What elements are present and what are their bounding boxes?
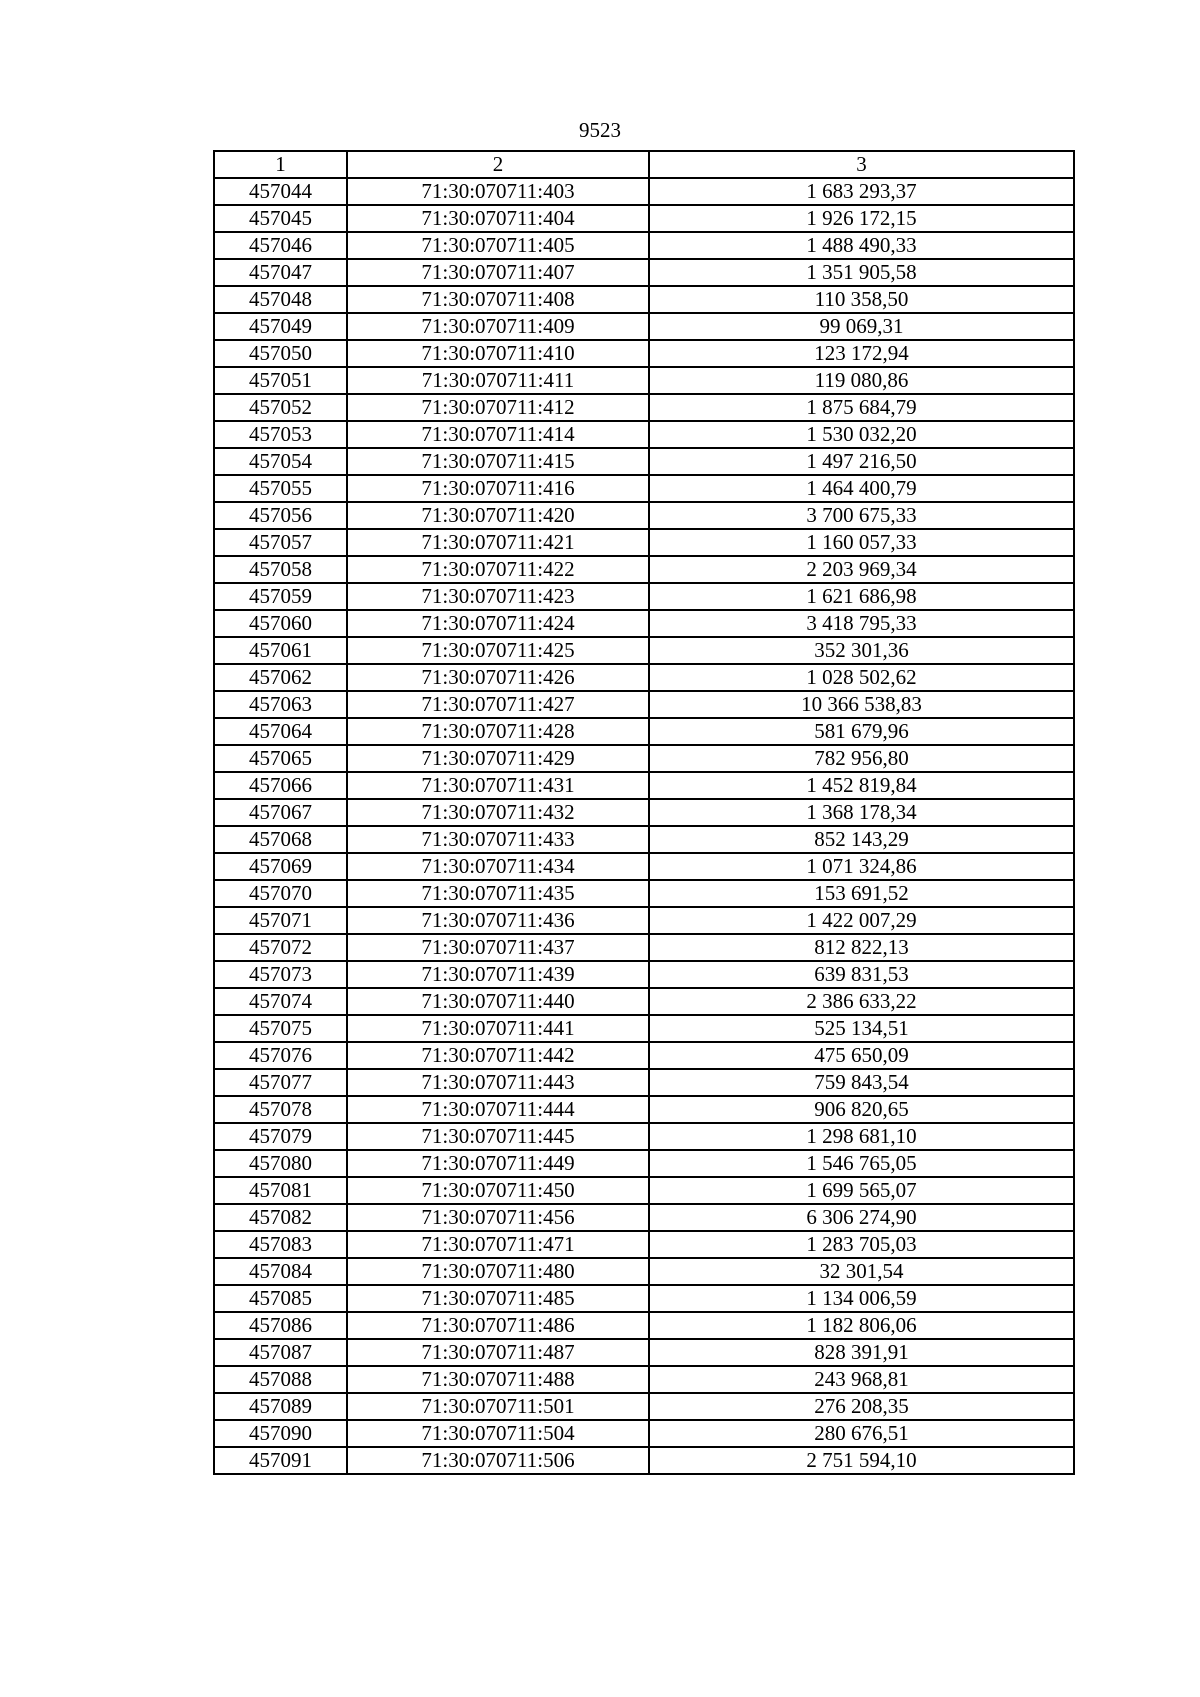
row-number-cell: 457085 (214, 1285, 347, 1312)
cadastral-number-cell: 71:30:070711:431 (347, 772, 649, 799)
value-cell: 110 358,50 (649, 286, 1074, 313)
cadastral-number-cell: 71:30:070711:408 (347, 286, 649, 313)
table-row (214, 1150, 1074, 1177)
cadastral-number-cell: 71:30:070711:440 (347, 988, 649, 1015)
row-number-cell: 457089 (214, 1393, 347, 1420)
row-number-cell: 457079 (214, 1123, 347, 1150)
table-body (214, 151, 1074, 1474)
value-cell: 906 820,65 (649, 1096, 1074, 1123)
table-row (214, 1447, 1074, 1474)
header-cell-col-2: 2 (347, 151, 649, 178)
table-row (214, 178, 1074, 205)
cadastral-number-cell: 71:30:070711:485 (347, 1285, 649, 1312)
row-number-cell: 457090 (214, 1420, 347, 1447)
cadastral-number-cell: 71:30:070711:411 (347, 367, 649, 394)
row-number-cell: 457078 (214, 1096, 347, 1123)
cadastral-number-cell: 71:30:070711:487 (347, 1339, 649, 1366)
cadastral-number-cell: 71:30:070711:414 (347, 421, 649, 448)
value-cell: 1 160 057,33 (649, 529, 1074, 556)
table-row (214, 502, 1074, 529)
value-cell: 2 203 969,34 (649, 556, 1074, 583)
cadastral-number-cell: 71:30:070711:437 (347, 934, 649, 961)
table-row (214, 556, 1074, 583)
value-cell: 1 497 216,50 (649, 448, 1074, 475)
value-cell: 2 751 594,10 (649, 1447, 1074, 1474)
value-cell: 3 700 675,33 (649, 502, 1074, 529)
row-number-cell: 457062 (214, 664, 347, 691)
cadastral-number-cell: 71:30:070711:422 (347, 556, 649, 583)
table-row (214, 664, 1074, 691)
table-row (214, 1069, 1074, 1096)
value-cell: 782 956,80 (649, 745, 1074, 772)
value-cell: 475 650,09 (649, 1042, 1074, 1069)
value-cell: 280 676,51 (649, 1420, 1074, 1447)
row-number-cell: 457070 (214, 880, 347, 907)
cadastral-number-cell: 71:30:070711:488 (347, 1366, 649, 1393)
value-cell: 812 822,13 (649, 934, 1074, 961)
row-number-cell: 457065 (214, 745, 347, 772)
row-number-cell: 457061 (214, 637, 347, 664)
table-row (214, 1231, 1074, 1258)
table-row (214, 1096, 1074, 1123)
value-cell: 525 134,51 (649, 1015, 1074, 1042)
cadastral-number-cell: 71:30:070711:434 (347, 853, 649, 880)
value-cell: 243 968,81 (649, 1366, 1074, 1393)
table-row (214, 1177, 1074, 1204)
cadastral-number-cell: 71:30:070711:410 (347, 340, 649, 367)
row-number-cell: 457086 (214, 1312, 347, 1339)
value-cell: 1 182 806,06 (649, 1312, 1074, 1339)
value-cell: 352 301,36 (649, 637, 1074, 664)
table-row (214, 394, 1074, 421)
value-cell: 99 069,31 (649, 313, 1074, 340)
row-number-cell: 457087 (214, 1339, 347, 1366)
value-cell: 3 418 795,33 (649, 610, 1074, 637)
row-number-cell: 457053 (214, 421, 347, 448)
row-number-cell: 457076 (214, 1042, 347, 1069)
table-row (214, 1042, 1074, 1069)
cadastral-number-cell: 71:30:070711:404 (347, 205, 649, 232)
table-row (214, 799, 1074, 826)
table-row (214, 1339, 1074, 1366)
cadastral-number-cell: 71:30:070711:504 (347, 1420, 649, 1447)
row-number-cell: 457083 (214, 1231, 347, 1258)
cadastral-number-cell: 71:30:070711:443 (347, 1069, 649, 1096)
value-cell: 1 488 490,33 (649, 232, 1074, 259)
table-row (214, 1420, 1074, 1447)
table-row (214, 880, 1074, 907)
row-number-cell: 457067 (214, 799, 347, 826)
value-cell: 119 080,86 (649, 367, 1074, 394)
value-cell: 32 301,54 (649, 1258, 1074, 1285)
cadastral-number-cell: 71:30:070711:471 (347, 1231, 649, 1258)
table-row (214, 340, 1074, 367)
cadastral-number-cell: 71:30:070711:433 (347, 826, 649, 853)
row-number-cell: 457063 (214, 691, 347, 718)
cadastral-number-cell: 71:30:070711:420 (347, 502, 649, 529)
value-cell: 581 679,96 (649, 718, 1074, 745)
row-number-cell: 457075 (214, 1015, 347, 1042)
cadastral-number-cell: 71:30:070711:415 (347, 448, 649, 475)
value-cell: 1 283 705,03 (649, 1231, 1074, 1258)
value-cell: 1 368 178,34 (649, 799, 1074, 826)
value-cell: 1 134 006,59 (649, 1285, 1074, 1312)
table-row (214, 529, 1074, 556)
row-number-cell: 457066 (214, 772, 347, 799)
table-row (214, 637, 1074, 664)
cadastral-number-cell: 71:30:070711:428 (347, 718, 649, 745)
cadastral-number-cell: 71:30:070711:424 (347, 610, 649, 637)
table-row (214, 1366, 1074, 1393)
cadastral-number-cell: 71:30:070711:445 (347, 1123, 649, 1150)
value-cell: 153 691,52 (649, 880, 1074, 907)
value-cell: 759 843,54 (649, 1069, 1074, 1096)
row-number-cell: 457047 (214, 259, 347, 286)
cadastral-number-cell: 71:30:070711:426 (347, 664, 649, 691)
cadastral-number-cell: 71:30:070711:436 (347, 907, 649, 934)
table-row (214, 988, 1074, 1015)
table-row (214, 853, 1074, 880)
value-cell: 828 391,91 (649, 1339, 1074, 1366)
table-row (214, 421, 1074, 448)
row-number-cell: 457084 (214, 1258, 347, 1285)
table-row (214, 1123, 1074, 1150)
value-cell: 1 452 819,84 (649, 772, 1074, 799)
row-number-cell: 457077 (214, 1069, 347, 1096)
table-row (214, 934, 1074, 961)
cadastral-number-cell: 71:30:070711:429 (347, 745, 649, 772)
cadastral-number-cell: 71:30:070711:423 (347, 583, 649, 610)
cadastral-number-cell: 71:30:070711:409 (347, 313, 649, 340)
value-cell: 1 071 324,86 (649, 853, 1074, 880)
value-cell: 1 464 400,79 (649, 475, 1074, 502)
value-cell: 1 621 686,98 (649, 583, 1074, 610)
cadastral-number-cell: 71:30:070711:427 (347, 691, 649, 718)
row-number-cell: 457049 (214, 313, 347, 340)
cadastral-number-cell: 71:30:070711:412 (347, 394, 649, 421)
header-cell-col-1: 1 (214, 151, 347, 178)
cadastral-number-cell: 71:30:070711:435 (347, 880, 649, 907)
row-number-cell: 457091 (214, 1447, 347, 1474)
table-row (214, 907, 1074, 934)
table-row (214, 1204, 1074, 1231)
table-row (214, 583, 1074, 610)
value-cell: 1 422 007,29 (649, 907, 1074, 934)
row-number-cell: 457045 (214, 205, 347, 232)
table-row (214, 259, 1074, 286)
row-number-cell: 457050 (214, 340, 347, 367)
row-number-cell: 457071 (214, 907, 347, 934)
value-cell: 10 366 538,83 (649, 691, 1074, 718)
row-number-cell: 457057 (214, 529, 347, 556)
cadastral-number-cell: 71:30:070711:506 (347, 1447, 649, 1474)
value-cell: 1 926 172,15 (649, 205, 1074, 232)
row-number-cell: 457074 (214, 988, 347, 1015)
row-number-cell: 457064 (214, 718, 347, 745)
row-number-cell: 457081 (214, 1177, 347, 1204)
cadastral-number-cell: 71:30:070711:444 (347, 1096, 649, 1123)
cadastral-number-cell: 71:30:070711:450 (347, 1177, 649, 1204)
row-number-cell: 457058 (214, 556, 347, 583)
value-cell: 123 172,94 (649, 340, 1074, 367)
row-number-cell: 457046 (214, 232, 347, 259)
row-number-cell: 457060 (214, 610, 347, 637)
value-cell: 1 683 293,37 (649, 178, 1074, 205)
row-number-cell: 457082 (214, 1204, 347, 1231)
value-cell: 1 530 032,20 (649, 421, 1074, 448)
value-cell: 6 306 274,90 (649, 1204, 1074, 1231)
cadastral-number-cell: 71:30:070711:486 (347, 1312, 649, 1339)
row-number-cell: 457051 (214, 367, 347, 394)
row-number-cell: 457088 (214, 1366, 347, 1393)
data-table (213, 150, 1075, 1475)
table-row (214, 1393, 1074, 1420)
row-number-cell: 457055 (214, 475, 347, 502)
page-number: 9523 (579, 118, 621, 142)
value-cell: 639 831,53 (649, 961, 1074, 988)
header-cell-col-3: 3 (649, 151, 1074, 178)
table-row (214, 367, 1074, 394)
table-row (214, 1285, 1074, 1312)
cadastral-number-cell: 71:30:070711:442 (347, 1042, 649, 1069)
table-row (214, 961, 1074, 988)
row-number-cell: 457080 (214, 1150, 347, 1177)
cadastral-number-cell: 71:30:070711:432 (347, 799, 649, 826)
table-row (214, 691, 1074, 718)
value-cell: 276 208,35 (649, 1393, 1074, 1420)
value-cell: 2 386 633,22 (649, 988, 1074, 1015)
table-row (214, 772, 1074, 799)
row-number-cell: 457054 (214, 448, 347, 475)
cadastral-number-cell: 71:30:070711:501 (347, 1393, 649, 1420)
value-cell: 1 028 502,62 (649, 664, 1074, 691)
cadastral-number-cell: 71:30:070711:449 (347, 1150, 649, 1177)
cadastral-number-cell: 71:30:070711:405 (347, 232, 649, 259)
row-number-cell: 457056 (214, 502, 347, 529)
row-number-cell: 457052 (214, 394, 347, 421)
table-row (214, 1258, 1074, 1285)
table-row (214, 745, 1074, 772)
table-row (214, 1312, 1074, 1339)
row-number-cell: 457073 (214, 961, 347, 988)
cadastral-number-cell: 71:30:070711:421 (347, 529, 649, 556)
value-cell: 1 351 905,58 (649, 259, 1074, 286)
value-cell: 1 699 565,07 (649, 1177, 1074, 1204)
row-number-cell: 457048 (214, 286, 347, 313)
value-cell: 1 298 681,10 (649, 1123, 1074, 1150)
table-row (214, 205, 1074, 232)
cadastral-number-cell: 71:30:070711:403 (347, 178, 649, 205)
table-row (214, 610, 1074, 637)
cadastral-number-cell: 71:30:070711:456 (347, 1204, 649, 1231)
row-number-cell: 457044 (214, 178, 347, 205)
value-cell: 852 143,29 (649, 826, 1074, 853)
table-row (214, 475, 1074, 502)
cadastral-number-cell: 71:30:070711:416 (347, 475, 649, 502)
cadastral-number-cell: 71:30:070711:439 (347, 961, 649, 988)
table-row (214, 286, 1074, 313)
row-number-cell: 457072 (214, 934, 347, 961)
row-number-cell: 457069 (214, 853, 347, 880)
cadastral-number-cell: 71:30:070711:480 (347, 1258, 649, 1285)
cadastral-number-cell: 71:30:070711:407 (347, 259, 649, 286)
table-row (214, 232, 1074, 259)
value-cell: 1 546 765,05 (649, 1150, 1074, 1177)
cadastral-number-cell: 71:30:070711:425 (347, 637, 649, 664)
table-row (214, 448, 1074, 475)
table-row (214, 718, 1074, 745)
table-row (214, 826, 1074, 853)
row-number-cell: 457059 (214, 583, 347, 610)
table-row (214, 1015, 1074, 1042)
value-cell: 1 875 684,79 (649, 394, 1074, 421)
row-number-cell: 457068 (214, 826, 347, 853)
table-header-row (214, 151, 1074, 178)
table-row (214, 313, 1074, 340)
cadastral-number-cell: 71:30:070711:441 (347, 1015, 649, 1042)
